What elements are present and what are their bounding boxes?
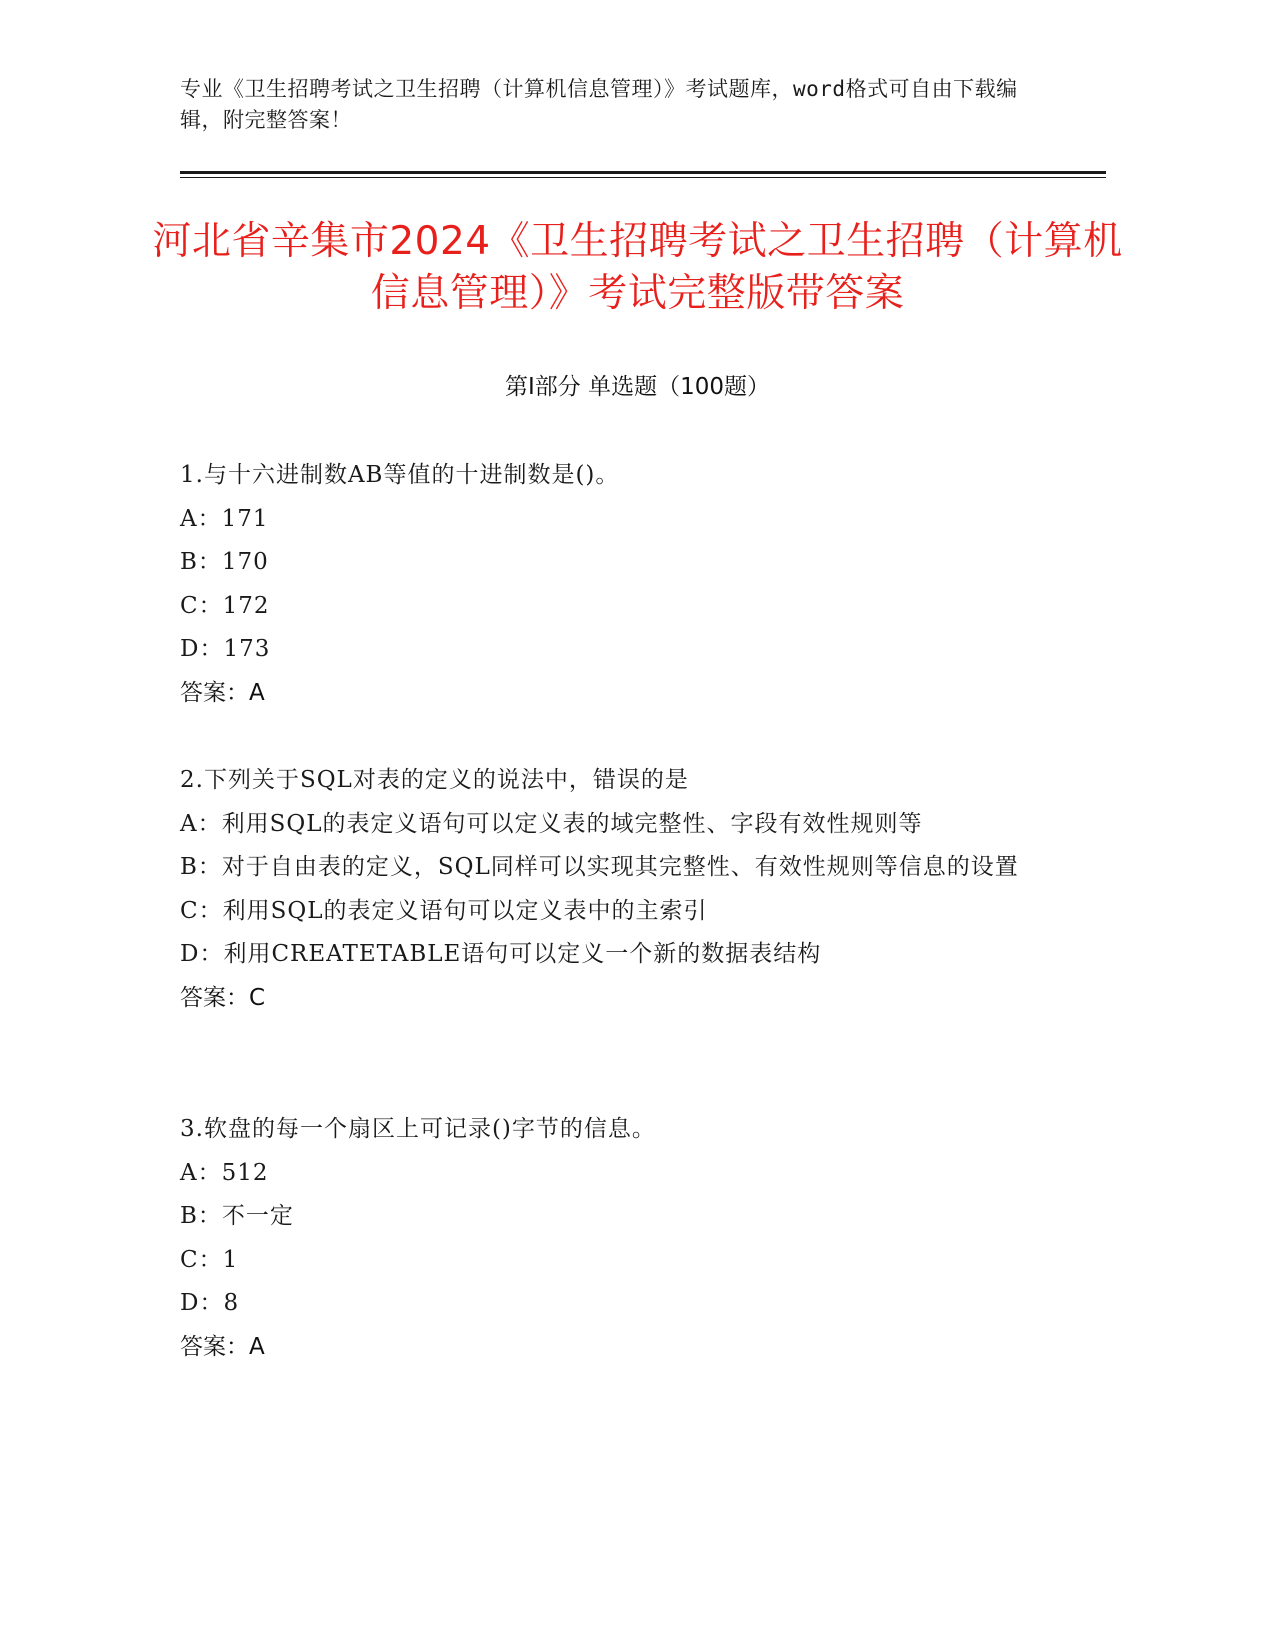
answer-line: 答案：A <box>180 1333 265 1360</box>
option-b: B：对于自由表的定义，SQL同样可以实现其完整性、有效性规则等信息的设置 <box>180 854 1019 880</box>
option-c: C：172 <box>180 592 270 619</box>
option-a: A：512 <box>180 1159 269 1186</box>
option-a: A：利用SQL的表定义语句可以定义表的域完整性、字段有效性规则等 <box>180 810 923 837</box>
question-stem: 1.与十六进制数AB等值的十进制数是()。 <box>180 462 620 488</box>
header-rule-thick <box>180 171 1106 174</box>
option-a: A：171 <box>180 505 269 532</box>
header-rule-thin <box>180 177 1106 178</box>
question-2 <box>180 759 1040 1020</box>
answer-line: 答案：C <box>180 984 266 1011</box>
question-stem: 3.软盘的每一个扇区上可记录()字节的信息。 <box>180 1116 656 1142</box>
answer-line: 答案：A <box>180 679 265 706</box>
header-note: 专业《卫生招聘考试之卫生招聘（计算机信息管理）》考试题库，word格式可自由下载编辑，附完整答案！ <box>180 77 1018 132</box>
option-b: B：170 <box>180 549 269 575</box>
question-3 <box>180 1108 1040 1369</box>
option-d: D：8 <box>180 1290 240 1316</box>
option-c: C：利用SQL的表定义语句可以定义表中的主索引 <box>180 897 708 924</box>
question-stem: 2.下列关于SQL对表的定义的说法中，错误的是 <box>180 767 689 793</box>
option-d: D：利用CREATETABLE语句可以定义一个新的数据表结构 <box>180 941 822 967</box>
question-1 <box>180 454 1040 715</box>
option-c: C：1 <box>180 1246 239 1273</box>
option-b: B：不一定 <box>180 1203 294 1229</box>
document-title: 河北省辛集市2024《卫生招聘考试之卫生招聘（计算机信息管理）》考试完整版带答案 <box>152 219 1123 316</box>
section-heading: 第Ⅰ部分 单选题（100题） <box>505 374 770 400</box>
option-d: D：173 <box>180 636 271 662</box>
